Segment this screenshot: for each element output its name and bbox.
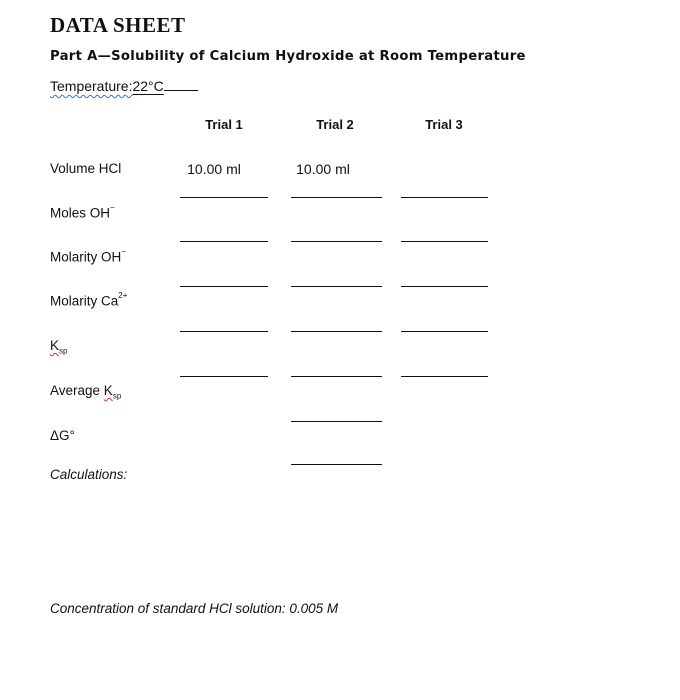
answer-line[interactable] <box>180 331 268 332</box>
row-label-molarity-ca: Molarity $Ca^{2+}$ <box>50 291 128 309</box>
temperature-blank <box>164 77 198 91</box>
answer-line[interactable] <box>401 197 488 198</box>
answer-line[interactable] <box>180 376 268 377</box>
answer-line[interactable] <box>291 241 382 242</box>
page-title: DATA SHEET <box>50 13 186 37</box>
section-subtitle: Part A—Solubility of Calcium Hydroxide at Room Temperature <box>50 49 526 64</box>
answer-line[interactable] <box>180 286 268 287</box>
column-header-trial-1: Trial 1 <box>205 117 243 132</box>
answer-line[interactable] <box>291 197 382 198</box>
calculations-label: Calculations: <box>50 467 128 482</box>
footer-concentration: Concentration of standard HCl solution: 0.005 M <box>50 601 339 616</box>
row-label-molarity-oh: Molarity OH− <box>50 247 126 265</box>
temperature-label: Temperature: <box>50 78 133 94</box>
answer-line[interactable] <box>401 331 488 332</box>
volume-hcl-trial-2[interactable]: 10.00 ml <box>296 161 350 177</box>
answer-line[interactable] <box>291 331 382 332</box>
answer-line[interactable] <box>401 376 488 377</box>
delta-g-line[interactable] <box>291 464 382 465</box>
answer-line[interactable] <box>401 286 488 287</box>
temperature-value[interactable]: 22°C <box>132 78 164 94</box>
answer-line[interactable] <box>401 241 488 242</box>
answer-line[interactable] <box>291 376 382 377</box>
temperature-field <box>50 77 198 94</box>
row-label-ksp: $K_{sp}$ <box>50 338 68 356</box>
row-label-volume-hcl: Volume HCl <box>50 161 122 176</box>
average-ksp-line[interactable] <box>291 421 382 422</box>
answer-line[interactable] <box>291 286 382 287</box>
answer-line[interactable] <box>180 241 268 242</box>
answer-line[interactable] <box>180 197 268 198</box>
row-label-average-ksp: Average $K_{sp}$ <box>50 383 122 401</box>
row-label-delta-g: ΔG° <box>50 428 75 443</box>
volume-hcl-trial-1[interactable]: 10.00 ml <box>187 161 241 177</box>
row-label-moles-oh: Moles OH− <box>50 203 115 221</box>
column-header-trial-2: Trial 2 <box>316 117 354 132</box>
column-header-trial-3: Trial 3 <box>425 117 463 132</box>
